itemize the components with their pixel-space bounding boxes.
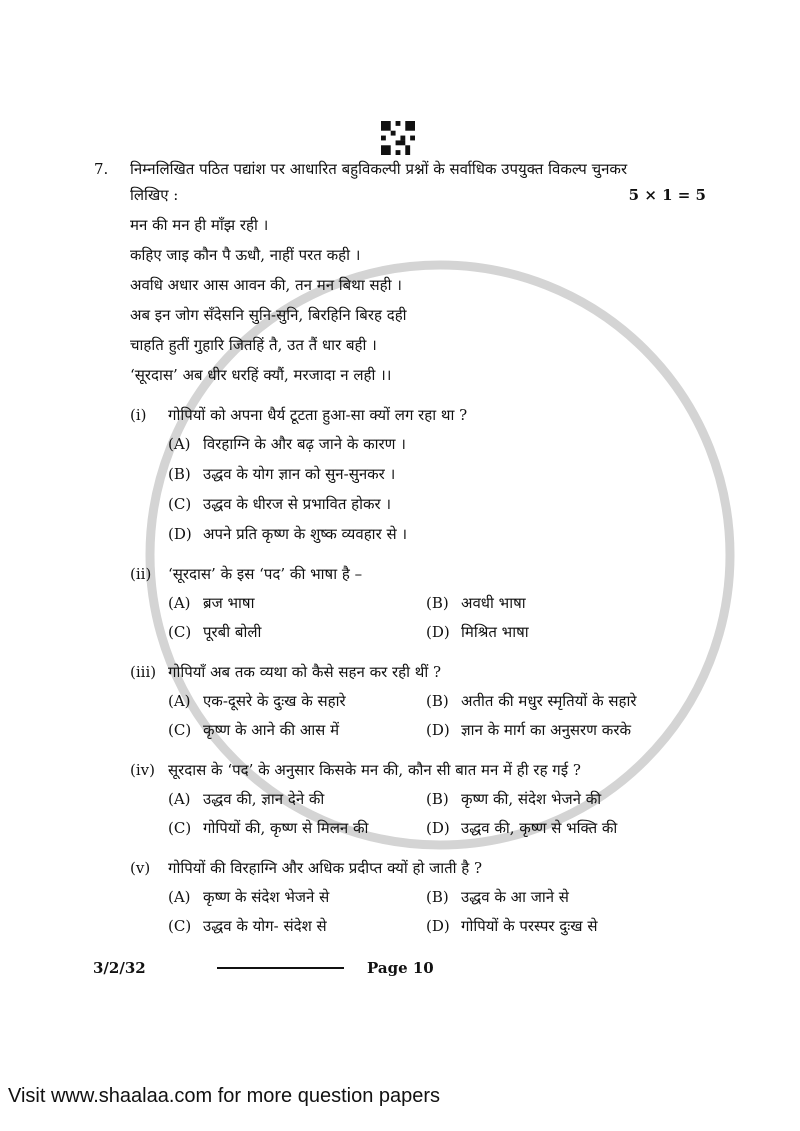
option-label: (C) [168,917,192,935]
footer-rule [217,967,344,969]
option-text: उद्धव के आ जाने से [461,888,569,906]
option-label: (A) [168,790,191,808]
option-label: (D) [426,819,450,837]
option-text: कृष्ण की, संदेश भेजने की [461,790,602,808]
option-text: विरहाग्नि के और बढ़ जाने के कारण । [203,435,406,453]
option-text: गोपियों के परस्पर दुःख से [461,917,598,935]
subquestion [130,858,706,936]
option-label: (B) [426,790,449,808]
option [168,818,426,838]
subquestion-body [168,405,706,544]
option-label: (D) [426,623,450,641]
options [168,691,706,740]
option-label: (C) [168,819,192,837]
option [168,789,426,809]
options [168,593,706,642]
option [426,789,706,809]
options [168,434,706,544]
poem-line: मन की मन ही माँझ रही । [130,216,269,234]
poem [130,215,706,385]
option [168,464,706,484]
option [426,691,706,711]
option-text: अपने प्रति कृष्ण के शुष्क व्यवहार से । [203,525,408,543]
subquestion-text: ‘सूरदास’ के इस ‘पद’ की भाषा है – [168,565,363,583]
shaalaa-banner-link[interactable]: Visit www.shaalaa.com for more question papers [8,1085,441,1107]
option [168,720,426,740]
option-label: (B) [426,888,449,906]
option-text: उद्धव के योग ज्ञान को सुन-सुनकर । [203,465,396,483]
option-text: उद्धव की, ज्ञान देने की [203,790,325,808]
question-instruction-cont: लिखिए : [130,186,179,204]
option [426,916,706,936]
option [426,593,706,613]
paper-code: 3/2/32 [93,959,146,977]
option-label: (C) [168,721,192,739]
option-label: (D) [426,917,450,935]
qr-code-icon [381,121,415,155]
subquestion [130,760,706,838]
option [168,916,426,936]
subquestion-body [168,564,706,642]
poem-line: कहिए जाइ कौन पै ऊधौ, नाहीं परत कही । [130,246,361,264]
option-text: उद्धव के योग- संदेश से [203,917,327,935]
option-text: कृष्ण के संदेश भेजने से [203,888,330,906]
subquestion-body [168,760,706,838]
options [168,887,706,936]
option-text: ज्ञान के मार्ग का अनुसरण करके [461,721,631,739]
subquestion-number: (ii) [130,565,152,583]
poem-line: ‘सूरदास’ अब धीर धरहिं क्यौं, मरजादा न लही ।। [130,366,392,384]
subquestion-number: (iii) [130,663,157,681]
subquestions [130,405,706,936]
option-label: (C) [168,623,192,641]
option-text: पूरबी बोली [203,623,262,641]
option [426,622,706,642]
page-number: Page 10 [367,959,434,977]
option-text: एक-दूसरे के दुःख के सहारे [203,692,346,710]
option-label: (A) [168,594,191,612]
option-text: मिश्रित भाषा [461,623,529,641]
subquestion [130,662,706,740]
question-body [130,159,706,936]
subquestion [130,405,706,544]
option-label: (A) [168,435,191,453]
option-label: (D) [426,721,450,739]
option-text: उद्धव के धीरज से प्रभावित होकर । [203,495,392,513]
option [168,691,426,711]
option [168,622,426,642]
option-text: अवधी भाषा [461,594,526,612]
poem-line: चाहति हुतीं गुहारि जितहिं तै, उत तैं धार बही । [130,336,377,354]
poem-line: अवधि अधार आस आवन की, तन मन बिथा सही । [130,276,402,294]
subquestion-number: (iv) [130,761,155,779]
footer [93,958,706,978]
option-label: (C) [168,495,192,513]
marks: 5 × 1 = 5 [628,186,706,204]
option-label: (A) [168,692,191,710]
option-text: उद्धव की, कृष्ण से भक्ति की [461,819,618,837]
subquestion-body [168,662,706,740]
question-header [94,159,706,936]
option-text: ब्रज भाषा [203,594,255,612]
subquestion-number: (i) [130,406,147,424]
subquestion-number: (v) [130,859,151,877]
question-number: 7. [94,160,109,178]
poem-line: अब इन जोग सँदेसनि सुनि-सुनि, बिरहिनि बिरह दही [130,306,407,324]
option-label: (B) [168,465,191,483]
subquestion-text: सूरदास के ‘पद’ के अनुसार किसके मन की, कौन सी बात मन में ही रह गई ? [168,761,581,779]
subquestion [130,564,706,642]
option-label: (D) [168,525,192,543]
option-text: अतीत की मधुर स्मृतियों के सहारे [461,692,637,710]
option [168,524,706,544]
option-text: कृष्ण के आने की आस में [203,721,340,739]
option-label: (B) [426,692,449,710]
option-label: (B) [426,594,449,612]
subquestion-text: गोपियों की विरहाग्नि और अधिक प्रदीप्त क्यों हो जाती है ? [168,859,483,877]
options [168,789,706,838]
option-text: गोपियों की, कृष्ण से मिलन की [203,819,369,837]
subquestion-body [168,858,706,936]
option [426,887,706,907]
option [426,818,706,838]
subquestion-text: गोपियाँ अब तक व्यथा को कैसे सहन कर रही थीं ? [168,663,442,681]
option [168,494,706,514]
option [426,720,706,740]
option [168,593,426,613]
option [168,434,706,454]
instruction-row [130,185,706,205]
subquestion-text: गोपियों को अपना धैर्य टूटता हुआ-सा क्यों लग रहा था ? [168,406,468,424]
option [168,887,426,907]
question-instruction: निम्नलिखित पठित पद्यांश पर आधारित बहुविकल्पी प्रश्नों के सर्वाधिक उपयुक्त विकल्प चुनकर [130,160,628,178]
option-label: (A) [168,888,191,906]
question-paper-page [94,159,706,978]
